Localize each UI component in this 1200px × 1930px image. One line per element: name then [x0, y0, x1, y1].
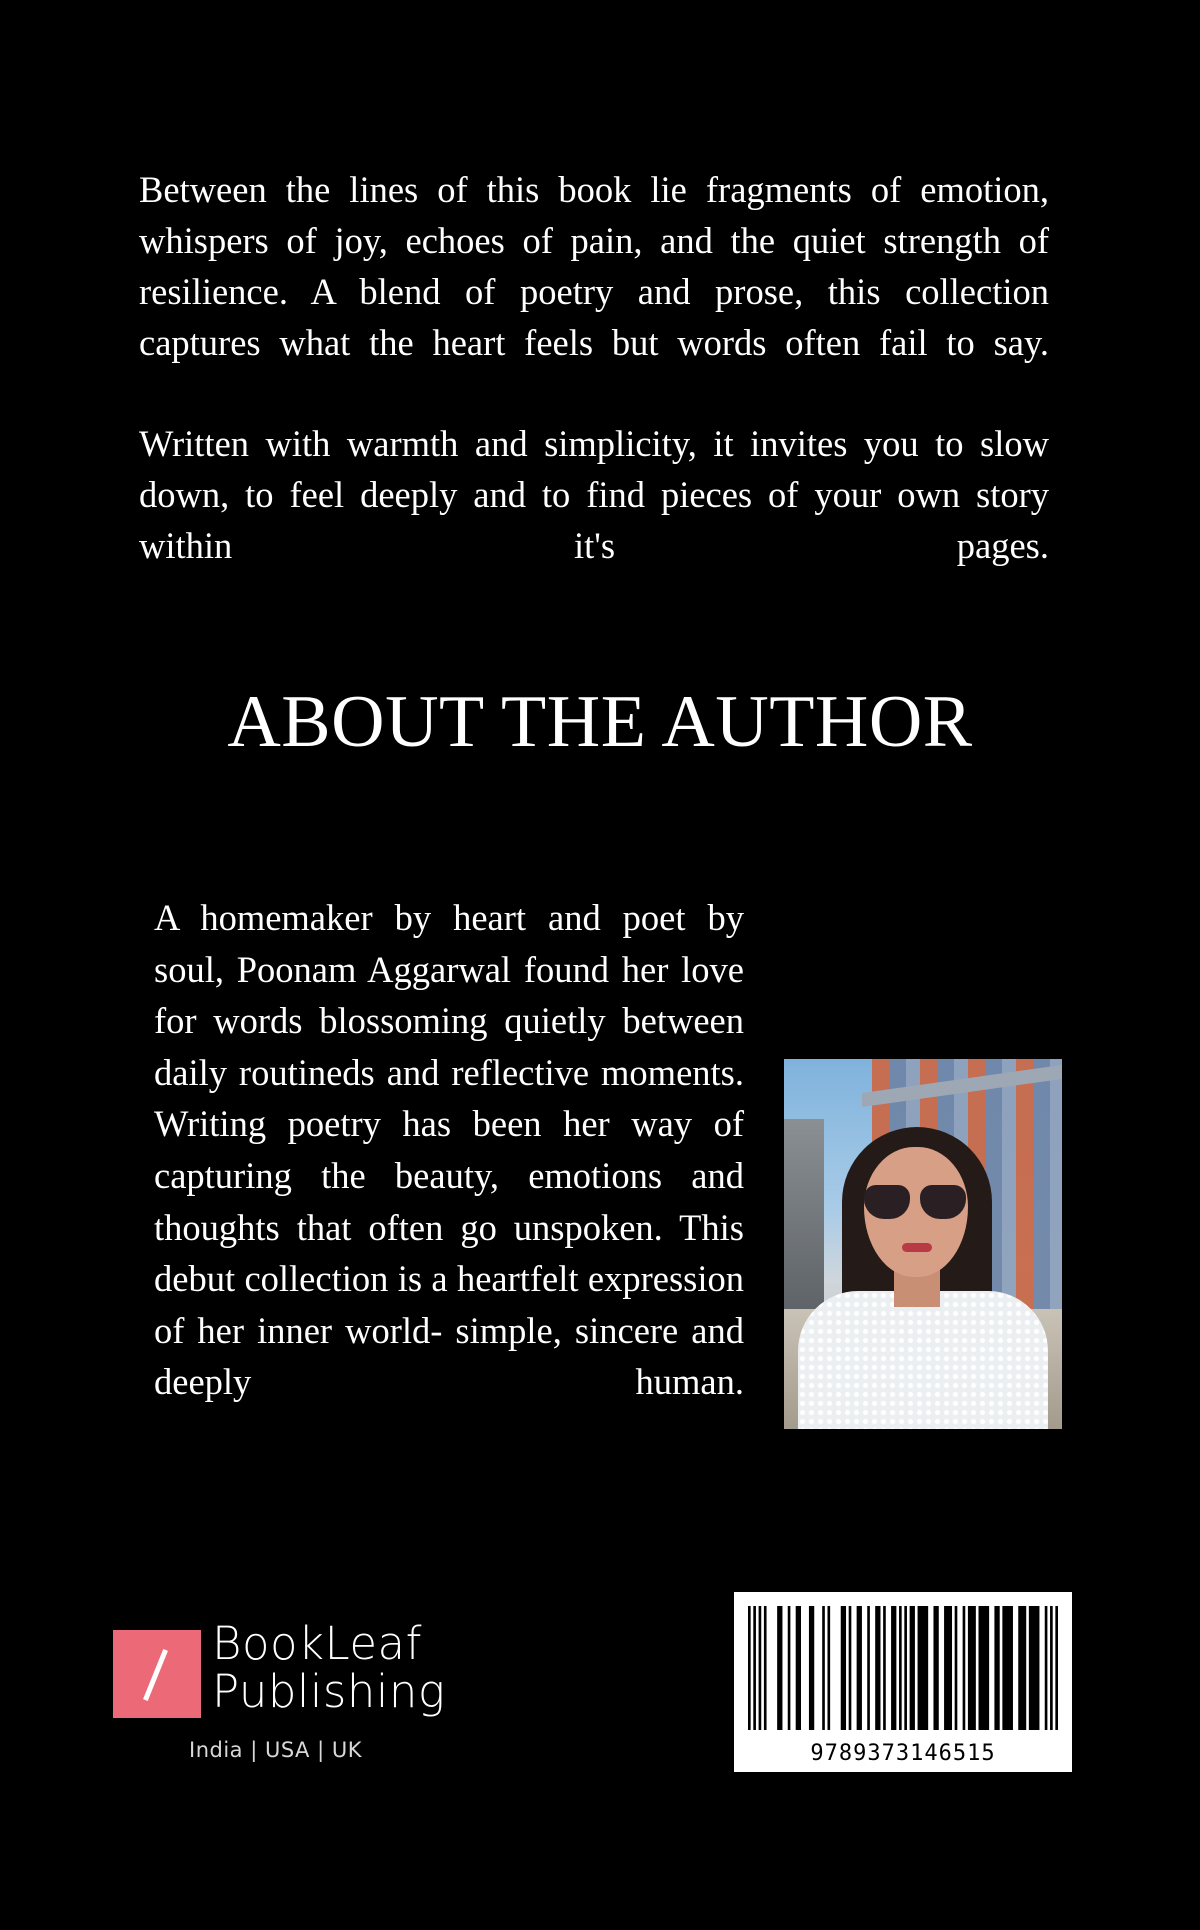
- barcode-bar: [827, 1606, 830, 1730]
- barcode-bar: [968, 1606, 976, 1730]
- publisher-name-line-1: BookLeaf: [212, 1617, 422, 1670]
- barcode-bar: [918, 1606, 929, 1730]
- author-photo: [784, 1059, 1062, 1429]
- photo-lips: [902, 1243, 932, 1252]
- barcode-bar: [994, 1606, 999, 1730]
- photo-canopy: [784, 1119, 824, 1319]
- publisher-name-line-2: Publishing: [212, 1665, 446, 1718]
- barcode-bar: [788, 1606, 791, 1730]
- barcode-bars-icon: [748, 1606, 1058, 1730]
- barcode-bar: [1002, 1606, 1013, 1730]
- publisher-mark-icon: [113, 1630, 201, 1718]
- barcode-bar: [1055, 1606, 1058, 1730]
- barcode-bar: [963, 1606, 966, 1730]
- barcode-bar: [822, 1606, 825, 1730]
- blurb-paragraph-1: Between the lines of this book lie fragments of emotion, whispers of joy, echoes of pain, and the quiet strength of resilience. A blend of poetry and prose, this collection captures what the heart feels but words often fail to say.: [139, 169, 1049, 363]
- barcode-bar: [910, 1606, 915, 1730]
- barcode-bar: [759, 1606, 762, 1730]
- barcode-bar: [777, 1606, 782, 1730]
- isbn-barcode: [734, 1592, 1072, 1772]
- barcode-bar: [748, 1606, 751, 1730]
- barcode-bar: [944, 1606, 952, 1730]
- barcode-bar: [849, 1606, 852, 1730]
- publisher-logo: [113, 1617, 453, 1770]
- barcode-bar: [1029, 1606, 1040, 1730]
- photo-sunglasses-left: [864, 1185, 910, 1219]
- barcode-bar: [764, 1606, 767, 1730]
- barcode-bar: [883, 1606, 886, 1730]
- barcode-bar: [796, 1606, 801, 1730]
- barcode-bar: [1050, 1606, 1053, 1730]
- barcode-bar: [841, 1606, 846, 1730]
- barcode-bar: [875, 1606, 880, 1730]
- barcode-bar: [857, 1606, 862, 1730]
- author-bio: A homemaker by heart and poet by soul, Poonam Aggarwal found her love for words blossoming quietly between daily routineds and reflective moments. Writing poetry has been her way of capturing the beauty, emotions and thoughts that often go unspoken. This debut collection is a heartfelt expression of her inner world- simple, sincere and deeply human.: [154, 897, 744, 1403]
- barcode-bar: [1045, 1606, 1048, 1730]
- photo-sunglasses-right: [920, 1185, 966, 1219]
- about-author-heading: ABOUT THE AUTHOR: [227, 681, 973, 763]
- blurb-paragraph-2: Written with warmth and simplicity, it invites you to slow down, to feel deeply and to find pieces of your own story within it's pages.: [139, 423, 1049, 566]
- barcode-bar: [904, 1606, 907, 1730]
- barcode-bar: [955, 1606, 958, 1730]
- barcode-bar: [979, 1606, 990, 1730]
- photo-white-top: [798, 1291, 1048, 1429]
- barcode-bar: [867, 1606, 870, 1730]
- publisher-regions: India | USA | UK: [189, 1738, 362, 1762]
- barcode-bar: [891, 1606, 896, 1730]
- slash-icon: [143, 1649, 168, 1701]
- barcode-bar: [1018, 1606, 1026, 1730]
- barcode-bar: [933, 1606, 938, 1730]
- barcode-bar: [753, 1606, 756, 1730]
- barcode-bar: [809, 1606, 814, 1730]
- isbn-number: 9789373146515: [810, 1741, 996, 1766]
- barcode-bar: [899, 1606, 902, 1730]
